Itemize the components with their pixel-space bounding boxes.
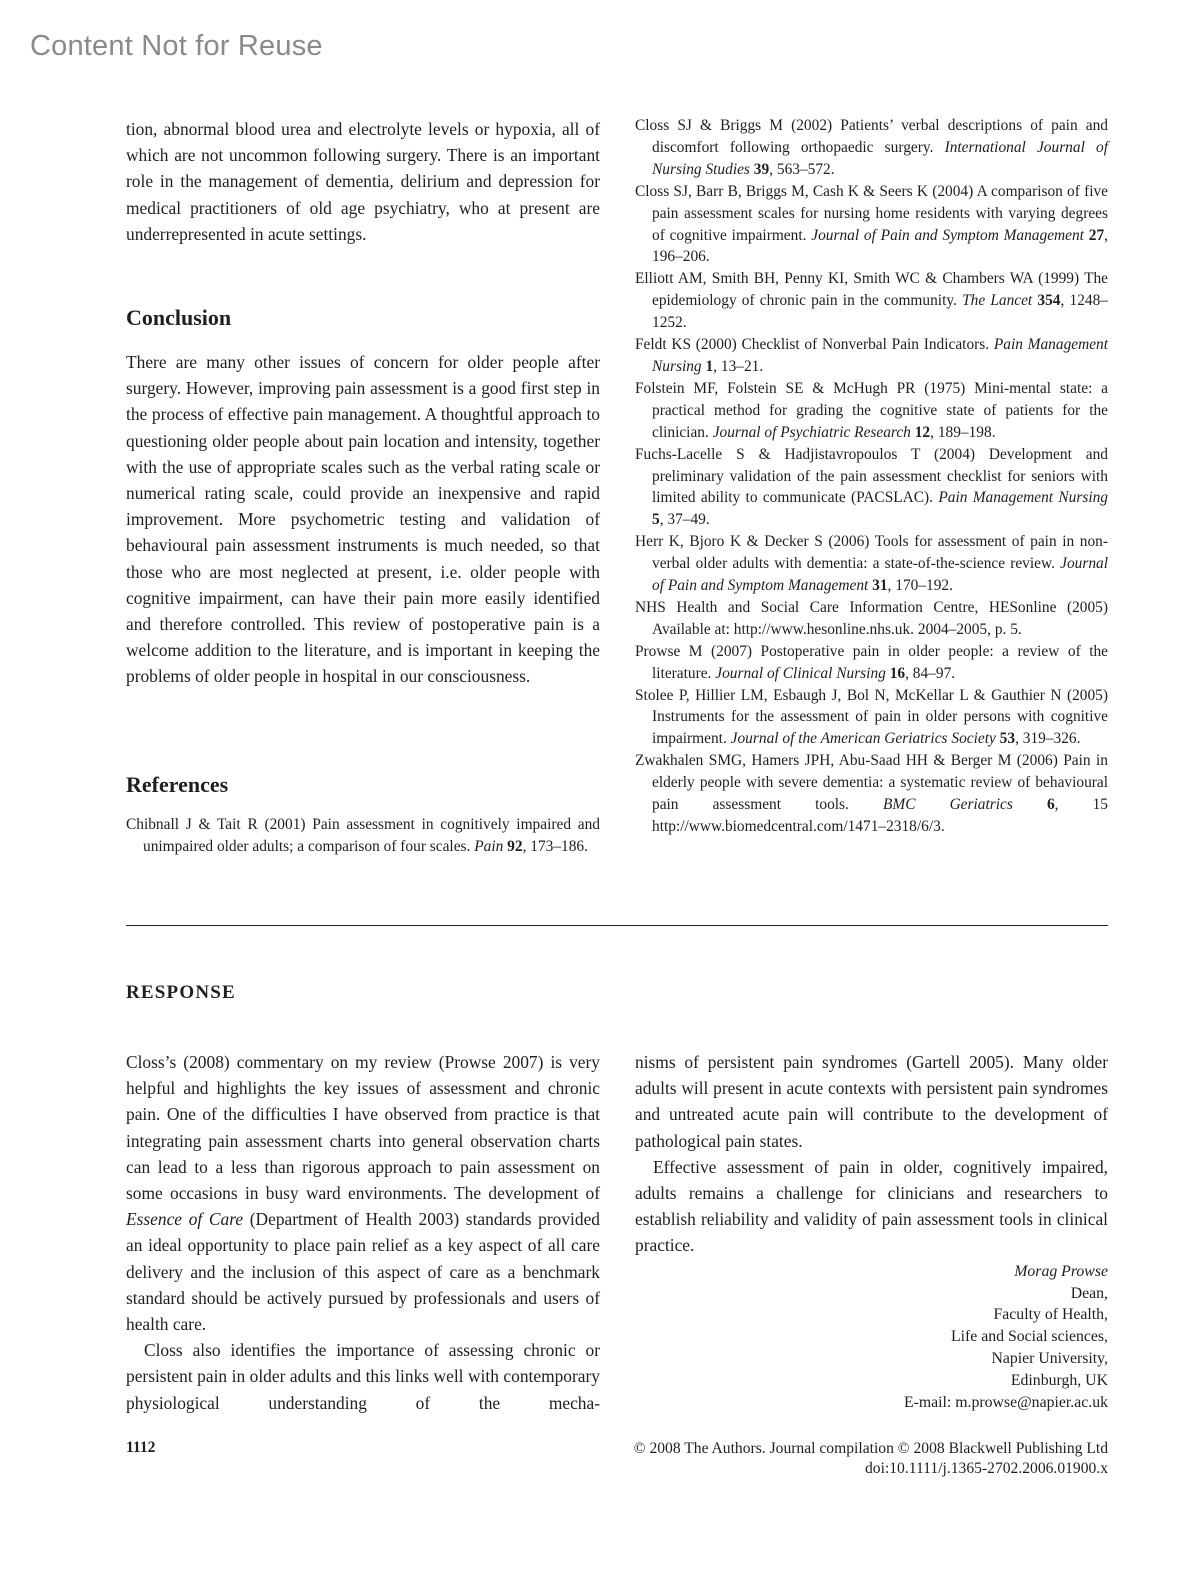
author-affiliation-1: Faculty of Health, <box>993 1306 1108 1324</box>
section-divider <box>126 925 1108 926</box>
reference-item: Feldt KS (2000) Checklist of Nonverbal Pain Indicators. Pain Management Nursing 1, 13–21. <box>635 336 1109 375</box>
footer-copyright <box>634 1439 1108 1479</box>
author-affiliation-4: Edinburgh, UK <box>1010 1372 1108 1390</box>
author-title: Dean, <box>1070 1284 1108 1302</box>
reference-item: Folstein MF, Folstein SE & McHugh PR (1975) Mini-mental state: a practical method for grading the cognitive state of patients for the clinician. Journal of Psychiatric Research 12, 189–198. <box>635 379 1108 441</box>
references-section <box>126 772 600 858</box>
response-paragraph-1: Closs’s (2008) commentary on my review (Prowse 2007) is very helpful and highlights the key issues of assessment and chronic pain. One of the difficulties I have observed from practice is that integrating pain assessment charts into general observation charts can lead to a less than rigorous approach to pain assessment on some occasions in busy ward environments. The development of Essence of Care (Department of Health 2003) standards provided an ideal opportunity to place pain relief as a key aspect of all care delivery and the inclusion of this aspect of care as a benchmark standard should be actively pursued by professionals and users of health care. <box>126 1052 600 1335</box>
reference-item: Herr K, Bjoro K & Decker S (2006) Tools for assessment of pain in non-verbal older adults with dementia: a state-of-the-science review. Journal of Pain and Symptom Management 31, 170–192. <box>635 533 1108 595</box>
references-heading: References <box>126 772 229 797</box>
reference-item: Zwakhalen SMG, Hamers JPH, Abu-Saad HH & Berger M (2006) Pain in elderly people with severe dementia: a systematic review of behavioural pain assessment tools. BMC Geriatrics 6, 15 http://www.biomedcentral.com/1471–2318/6/3. <box>635 752 1108 835</box>
reference-item: Prowse M (2007) Postoperative pain in older people: a review of the literature. Journal of Clinical Nursing 16, 84–97. <box>635 642 1108 682</box>
reference-item: Closs SJ & Briggs M (2002) Patients’ verbal descriptions of pain and discomfort following orthopaedic surgery. International Journal of Nursing Studies 39, 563–572. <box>635 117 1108 178</box>
response-left-column <box>126 1049 600 1416</box>
left-top-paragraph: tion, abnormal blood urea and electrolyte levels or hypoxia, all of which are not uncommon following surgery. There is an important role in the management of dementia, delirium and depression for medical practitioners of old age psychiatry, who at present are underrepresented in acute settings. <box>126 119 600 244</box>
author-name: Morag Prowse <box>1014 1262 1108 1280</box>
reference-item: Closs SJ, Barr B, Briggs M, Cash K & Seers K (2004) A comparison of five pain assessment scales for nursing home residents with varying degrees of cognitive impairment. Journal of Pain and Symptom Management 27, 196–206. <box>635 182 1108 266</box>
left-column-top <box>126 116 600 247</box>
conclusion-heading: Conclusion <box>126 305 232 330</box>
copyright-line: © 2008 The Authors. Journal compilation © 2008 Blackwell Publishing Ltd <box>633 1440 1108 1457</box>
author-signature <box>635 1261 1108 1414</box>
author-affiliation-2: Life and Social sciences, <box>950 1328 1108 1346</box>
response-paragraph-2-continued: nisms of persistent pain syndromes (Gartell 2005). Many older adults will present in acute contexts with persistent pain syndromes and untreated acute pain will contribute to the development of pathological pain states. <box>635 1052 1108 1151</box>
response-right-column <box>635 1049 1108 1414</box>
conclusion-text: There are many other issues of concern for older people after surgery. However, improving pain assessment is a good first step in the process of effective pain management. A thoughtful approach to questioning older people about pain location and intensity, together with the use of appropriate scales such as the verbal rating scale or numerical rating scale, could provide an inexpensive and rapid improvement. More psychometric testing and validation of behavioural pain assessment instruments is much needed, so that those who are most neglected at present, i.e. older people with cognitive impairment, can have their pain more easily identified and therefore controlled. This review of postoperative pain is a welcome addition to the literature, and is important in keeping the problems of older people in hospital in our consciousness. <box>126 352 600 687</box>
response-paragraph-2: Closs also identifies the importance of assessing chronic or persistent pain in older adults and this links well with contemporary physiological understanding of the mecha- <box>126 1340 600 1413</box>
watermark: Content Not for Reuse <box>30 30 323 62</box>
doi-line: doi:10.1111/j.1365-2702.2006.01900.x <box>865 1460 1108 1477</box>
reference-item: Elliott AM, Smith BH, Penny KI, Smith WC & Chambers WA (1999) The epidemiology of chronic pain in the community. The Lancet 354, 1248–1252. <box>635 270 1108 332</box>
page-number: 1112 <box>126 1439 156 1456</box>
reference-item: Chibnall J & Tait R (2001) Pain assessment in cognitively impaired and unimpaired older adults; a comparison of four scales. Pain 92, 173–186. <box>126 816 600 855</box>
response-paragraph-3: Effective assessment of pain in older, cognitively impaired, adults remains a challenge for clinicians and researchers to establish reliability and validity of pain assessment tools in clinical practice. <box>635 1156 1108 1256</box>
reference-item: Stolee P, Hillier LM, Esbaugh J, Bol N, McKellar L & Gauthier N (2005) Instruments for the assessment of pain in older persons with cognitive impairment. Journal of the American Geriatrics Society 53, 319–326. <box>635 686 1108 748</box>
response-heading: RESPONSE <box>126 982 236 1003</box>
reference-item: Fuchs-Lacelle S & Hadjistavropoulos T (2004) Development and preliminary validation of the pain assessment checklist for seniors with limited ability to communicate (PACSLAC). Pain Management Nursing 5, 37–49. <box>635 445 1108 529</box>
conclusion-section <box>126 305 600 690</box>
reference-item: NHS Health and Social Care Information Centre, HESonline (2005) Available at: http://www.hesonline.nhs.uk. 2004–2005, p. 5. <box>635 598 1108 638</box>
references-list-right <box>635 115 1108 838</box>
author-affiliation-3: Napier University, <box>991 1350 1108 1368</box>
author-email: E-mail: m.prowse@napier.ac.uk <box>903 1394 1108 1412</box>
references-list-left <box>126 814 600 858</box>
